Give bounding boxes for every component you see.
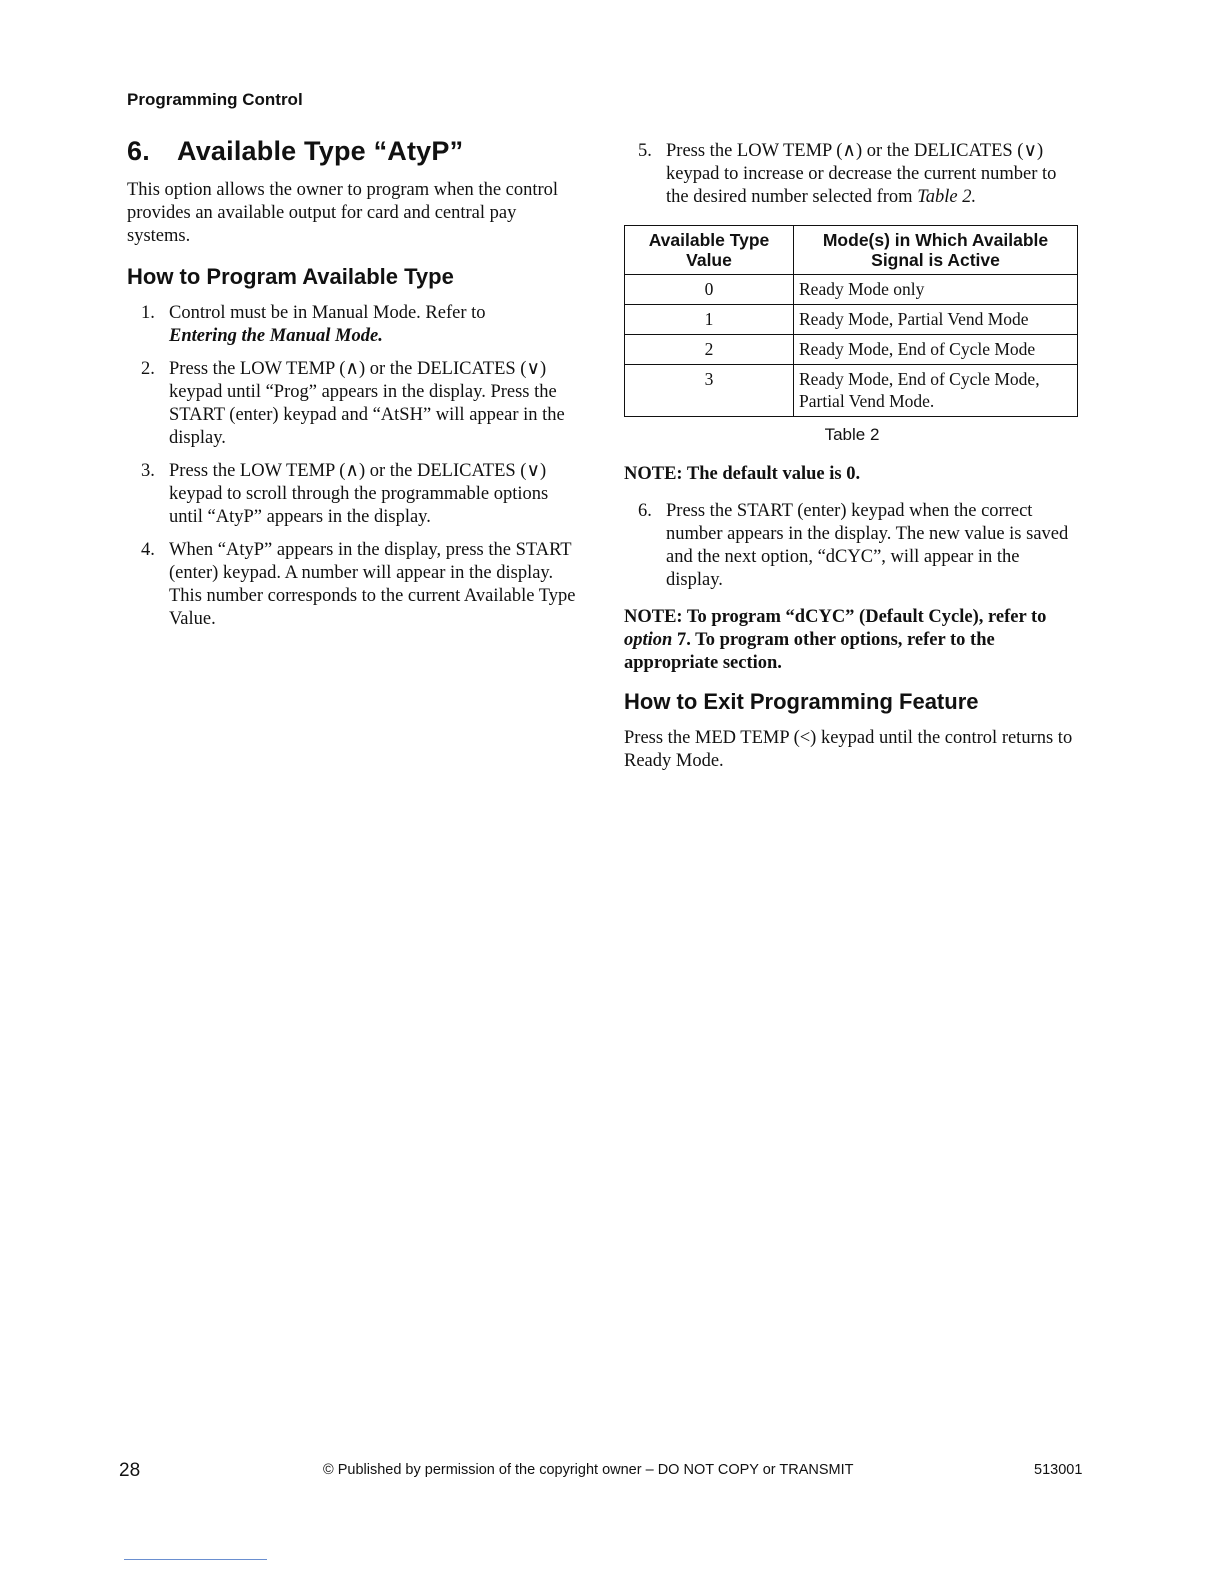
- table-row: [625, 335, 1078, 365]
- step-2: [127, 358, 577, 450]
- step-text: Press the LOW TEMP (∧) or the DELICATES (∨) keypad to scroll through the programmable options until “AtyP” appears in the display.: [169, 461, 549, 527]
- step-number: 1.: [141, 303, 155, 323]
- mode-description: Ready Mode, End of Cycle Mode: [794, 335, 1078, 365]
- note-text-continued: 7. To program other options, refer to the appropriate section.: [624, 630, 995, 673]
- step-number: 3.: [141, 461, 155, 481]
- section-heading: [127, 136, 577, 167]
- table-caption: Table 2: [824, 425, 880, 444]
- document-number: 513001: [1034, 1462, 1083, 1478]
- mode-description: Ready Mode, Partial Vend Mode: [794, 305, 1078, 335]
- step-4: [127, 539, 577, 631]
- type-value: 2: [625, 335, 794, 365]
- note-text: NOTE: To program “dCYC” (Default Cycle), refer to: [624, 607, 1047, 627]
- type-value: 1: [625, 305, 794, 335]
- right-column: [624, 140, 1080, 789]
- step-text: Press the START (enter) keypad when the correct number appears in the display. The new value is saved and the next option, “dCYC”, will appear in the display.: [666, 501, 1069, 590]
- option-reference: option: [624, 630, 673, 650]
- exit-subheading: How to Exit Programming Feature: [624, 689, 979, 714]
- step-text: Press the LOW TEMP (∧) or the DELICATES (∨) keypad until “Prog” appears in the display. Press the START (enter) keypad and “AtSH” will appear in the display.: [169, 359, 565, 448]
- dcyc-note: [624, 606, 1080, 675]
- step-number: 4.: [141, 540, 155, 560]
- heading-number: 6.: [127, 136, 150, 166]
- page-number: 28: [119, 1460, 141, 1481]
- type-value: 3: [625, 365, 794, 417]
- column-header-value: Available Type Value: [625, 226, 794, 275]
- program-steps-continued: [624, 140, 1080, 209]
- program-steps: [127, 302, 577, 631]
- step-5: [624, 140, 1080, 209]
- heading-text: Available Type “AtyP”: [177, 136, 464, 166]
- table-row: [625, 305, 1078, 335]
- step-1: [127, 302, 577, 348]
- program-steps-final: [624, 500, 1080, 592]
- section-label: Programming Control: [127, 90, 303, 109]
- column-header-modes: Mode(s) in Which Available Signal is Active: [794, 226, 1078, 275]
- exit-paragraph: Press the MED TEMP (<) keypad until the control returns to Ready Mode.: [624, 728, 1073, 771]
- step-3: [127, 460, 577, 529]
- table-row: [625, 275, 1078, 305]
- step-text: Control must be in Manual Mode. Refer to: [169, 303, 486, 323]
- step-number: 6.: [638, 501, 652, 521]
- step-number: 5.: [638, 141, 652, 161]
- bottom-divider: [124, 1559, 267, 1560]
- intro-paragraph: This option allows the owner to program when the control provides an available output for card and central pay systems.: [127, 180, 559, 246]
- step-6: [624, 500, 1080, 592]
- mode-description: Ready Mode, End of Cycle Mode, Partial Vend Mode.: [794, 365, 1078, 417]
- step-number: 2.: [141, 359, 155, 379]
- step-text: Press the LOW TEMP (∧) or the DELICATES (∨) keypad to increase or decrease the current number to the desired number selected from: [666, 141, 1057, 207]
- left-column: [127, 136, 577, 641]
- default-value-note: NOTE: The default value is 0.: [624, 464, 861, 484]
- mode-description: Ready Mode only: [794, 275, 1078, 305]
- step-reference: Entering the Manual Mode.: [169, 326, 383, 346]
- available-type-table: [624, 225, 1078, 417]
- table-header-row: [625, 226, 1078, 275]
- program-subheading: How to Program Available Type: [127, 264, 454, 289]
- step-text: When “AtyP” appears in the display, press the START (enter) keypad. A number will appear in the display. This number corresponds to the current Available Type Value.: [169, 540, 576, 629]
- table-row: [625, 365, 1078, 417]
- copyright-notice: © Published by permission of the copyright owner – DO NOT COPY or TRANSMIT: [323, 1462, 854, 1478]
- table-reference: Table 2.: [917, 187, 977, 207]
- type-value: 0: [625, 275, 794, 305]
